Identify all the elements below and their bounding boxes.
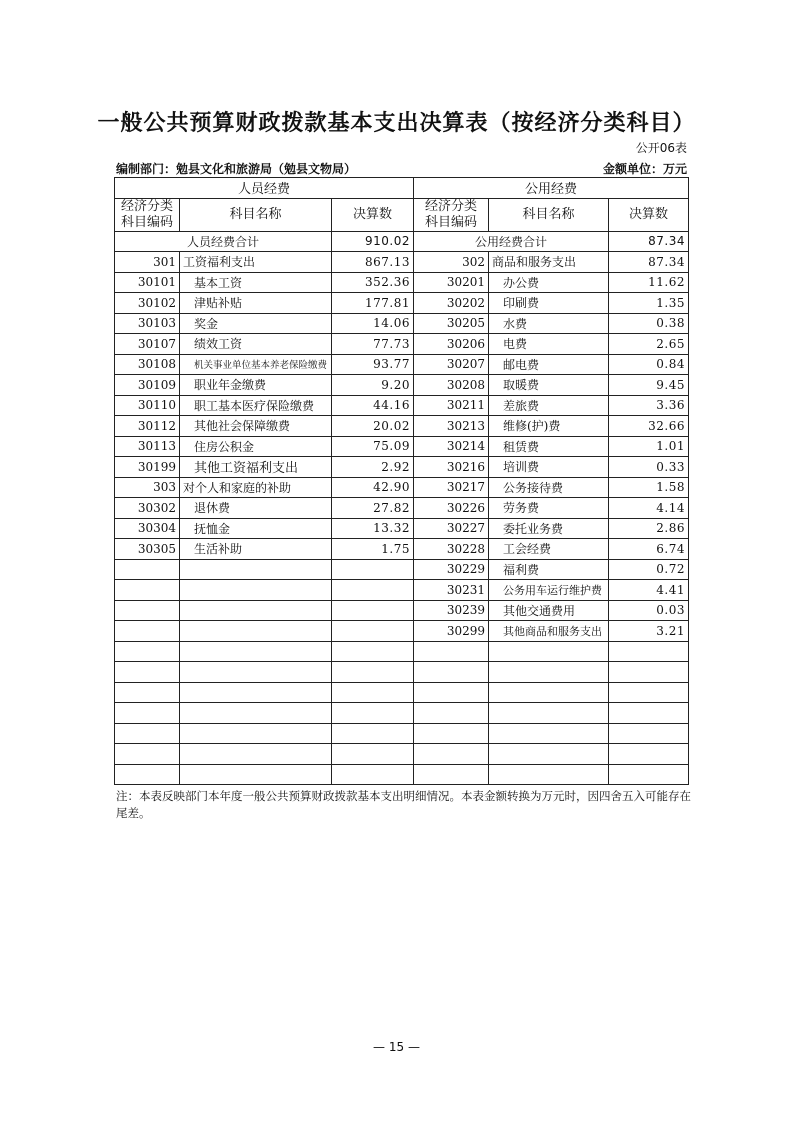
table-row	[115, 436, 689, 457]
personnel-name-cell: 绩效工资	[180, 334, 332, 355]
expenditure-table	[114, 177, 689, 785]
table-row	[115, 518, 689, 539]
personnel-name-cell: 职工基本医疗保险缴费	[180, 395, 332, 416]
table-row	[115, 293, 689, 314]
personnel-amount-cell: 1.75	[332, 539, 414, 560]
totals-row	[115, 231, 689, 252]
public-amount-cell: 9.45	[609, 375, 689, 396]
personnel-name-cell	[180, 559, 332, 580]
public-code-cell: 30201	[414, 272, 489, 293]
table-row	[115, 416, 689, 437]
table-row	[115, 621, 689, 642]
public-name-cell: 租赁费	[489, 436, 609, 457]
personnel-name-cell: 机关事业单位基本养老保险缴费	[180, 354, 332, 375]
table-row	[115, 723, 689, 744]
table-row	[115, 580, 689, 601]
public-amount-cell: 1.01	[609, 436, 689, 457]
public-name-cell	[489, 682, 609, 703]
public-name-cell: 取暖费	[489, 375, 609, 396]
public-amount-cell	[609, 744, 689, 765]
public-name-cell: 其他商品和服务支出	[489, 621, 609, 642]
public-amount-cell: 3.36	[609, 395, 689, 416]
public-code-cell: 30213	[414, 416, 489, 437]
public-total-label: 公用经费合计	[414, 231, 609, 252]
personnel-name-cell	[180, 580, 332, 601]
public-amount-cell: 2.65	[609, 334, 689, 355]
personnel-code-cell: 30109	[115, 375, 180, 396]
public-code-cell: 30299	[414, 621, 489, 642]
form-number: 公开06表	[635, 141, 687, 155]
public-amount-cell: 87.34	[609, 252, 689, 273]
personnel-amount-cell	[332, 744, 414, 765]
name-header: 科目名称	[180, 198, 332, 231]
public-code-cell	[414, 764, 489, 785]
table-row	[115, 641, 689, 662]
personnel-code-cell: 30103	[115, 313, 180, 334]
personnel-amount-cell: 27.82	[332, 498, 414, 519]
personnel-code-cell	[115, 682, 180, 703]
public-code-cell: 30226	[414, 498, 489, 519]
personnel-amount-cell	[332, 723, 414, 744]
public-code-cell: 30202	[414, 293, 489, 314]
personnel-amount-cell	[332, 764, 414, 785]
personnel-total-label: 人员经费合计	[115, 231, 332, 252]
public-code-cell: 30205	[414, 313, 489, 334]
personnel-code-cell	[115, 703, 180, 724]
personnel-name-cell	[180, 641, 332, 662]
public-name-cell: 其他交通费用	[489, 600, 609, 621]
table-row	[115, 682, 689, 703]
code-header: 经济分类 科目编码	[414, 198, 489, 231]
table-row	[115, 600, 689, 621]
personnel-name-cell: 奖金	[180, 313, 332, 334]
personnel-amount-cell: 44.16	[332, 395, 414, 416]
personnel-name-cell	[180, 621, 332, 642]
table-row	[115, 477, 689, 498]
personnel-code-cell	[115, 744, 180, 765]
page-title: 一般公共预算财政拨款基本支出决算表（按经济分类科目）	[97, 111, 696, 136]
public-name-cell: 公务接待费	[489, 477, 609, 498]
personnel-name-cell	[180, 764, 332, 785]
personnel-amount-cell	[332, 600, 414, 621]
personnel-total-amount: 910.02	[332, 231, 414, 252]
table-row	[115, 539, 689, 560]
personnel-amount-cell: 75.09	[332, 436, 414, 457]
personnel-amount-cell	[332, 682, 414, 703]
personnel-amount-cell: 352.36	[332, 272, 414, 293]
public-code-cell: 30211	[414, 395, 489, 416]
table-row	[115, 703, 689, 724]
public-amount-cell	[609, 662, 689, 683]
personnel-code-cell: 30302	[115, 498, 180, 519]
page-number: — 15 —	[373, 1040, 420, 1054]
personnel-code-cell: 30107	[115, 334, 180, 355]
personnel-name-cell: 对个人和家庭的补助	[180, 477, 332, 498]
table-row	[115, 354, 689, 375]
public-amount-cell: 11.62	[609, 272, 689, 293]
personnel-code-cell	[115, 580, 180, 601]
personnel-amount-cell: 93.77	[332, 354, 414, 375]
public-code-cell: 30229	[414, 559, 489, 580]
personnel-amount-cell	[332, 641, 414, 662]
public-name-cell: 福利费	[489, 559, 609, 580]
personnel-amount-cell: 177.81	[332, 293, 414, 314]
personnel-code-cell: 30110	[115, 395, 180, 416]
table-row	[115, 498, 689, 519]
personnel-name-cell: 生活补助	[180, 539, 332, 560]
public-name-cell	[489, 641, 609, 662]
public-code-cell	[414, 744, 489, 765]
public-amount-cell: 2.86	[609, 518, 689, 539]
public-code-cell: 30227	[414, 518, 489, 539]
personnel-amount-cell: 14.06	[332, 313, 414, 334]
table-row	[115, 744, 689, 765]
personnel-amount-cell	[332, 580, 414, 601]
personnel-name-cell	[180, 703, 332, 724]
public-amount-cell: 0.38	[609, 313, 689, 334]
personnel-amount-cell: 2.92	[332, 457, 414, 478]
public-code-cell: 30207	[414, 354, 489, 375]
public-code-cell: 30214	[414, 436, 489, 457]
public-code-cell: 30208	[414, 375, 489, 396]
personnel-name-cell	[180, 662, 332, 683]
personnel-name-cell: 基本工资	[180, 272, 332, 293]
public-total-amount: 87.34	[609, 231, 689, 252]
table-row	[115, 272, 689, 293]
public-name-cell: 培训费	[489, 457, 609, 478]
public-code-cell: 30216	[414, 457, 489, 478]
public-amount-cell: 32.66	[609, 416, 689, 437]
personnel-code-cell: 30304	[115, 518, 180, 539]
personnel-amount-cell	[332, 703, 414, 724]
personnel-code-cell	[115, 723, 180, 744]
personnel-amount-cell	[332, 559, 414, 580]
public-amount-cell	[609, 703, 689, 724]
public-name-cell	[489, 662, 609, 683]
table-row	[115, 375, 689, 396]
public-amount-cell	[609, 682, 689, 703]
amount-header: 决算数	[332, 198, 414, 231]
personnel-code-cell: 301	[115, 252, 180, 273]
public-code-cell: 302	[414, 252, 489, 273]
personnel-code-cell: 30112	[115, 416, 180, 437]
public-code-cell	[414, 662, 489, 683]
personnel-name-cell: 工资福利支出	[180, 252, 332, 273]
personnel-code-cell	[115, 559, 180, 580]
table-row	[115, 395, 689, 416]
personnel-code-cell	[115, 621, 180, 642]
table-row	[115, 457, 689, 478]
footnote: 注：本表反映部门本年度一般公共预算财政拨款基本支出明细情况。本表金额转换为万元时，因四舍五入可能存在尾差。	[116, 789, 691, 820]
personnel-code-cell: 303	[115, 477, 180, 498]
public-amount-cell: 1.58	[609, 477, 689, 498]
personnel-amount-cell: 13.32	[332, 518, 414, 539]
public-code-cell: 30217	[414, 477, 489, 498]
personnel-code-cell	[115, 600, 180, 621]
public-name-cell: 水费	[489, 313, 609, 334]
personnel-code-cell: 30108	[115, 354, 180, 375]
personnel-amount-cell: 42.90	[332, 477, 414, 498]
public-code-cell	[414, 703, 489, 724]
public-name-cell: 办公费	[489, 272, 609, 293]
personnel-amount-cell: 867.13	[332, 252, 414, 273]
public-amount-cell	[609, 764, 689, 785]
personnel-code-cell	[115, 662, 180, 683]
table-row	[115, 252, 689, 273]
public-name-cell	[489, 764, 609, 785]
personnel-code-cell	[115, 641, 180, 662]
personnel-name-cell: 职业年金缴费	[180, 375, 332, 396]
personnel-name-cell: 住房公积金	[180, 436, 332, 457]
personnel-amount-cell	[332, 662, 414, 683]
department-label: 编制部门：勉县文化和旅游局（勉县文物局）	[116, 162, 357, 176]
public-amount-cell: 0.72	[609, 559, 689, 580]
personnel-name-cell: 抚恤金	[180, 518, 332, 539]
personnel-name-cell	[180, 682, 332, 703]
table-row	[115, 662, 689, 683]
personnel-amount-cell: 20.02	[332, 416, 414, 437]
personnel-amount-cell: 77.73	[332, 334, 414, 355]
personnel-code-cell	[115, 764, 180, 785]
personnel-code-cell: 30305	[115, 539, 180, 560]
public-name-cell	[489, 723, 609, 744]
personnel-amount-cell: 9.20	[332, 375, 414, 396]
public-name-cell: 委托业务费	[489, 518, 609, 539]
public-code-cell	[414, 682, 489, 703]
personnel-code-cell: 30199	[115, 457, 180, 478]
public-code-cell: 30206	[414, 334, 489, 355]
personnel-code-cell: 30102	[115, 293, 180, 314]
personnel-name-cell: 其他工资福利支出	[180, 457, 332, 478]
personnel-amount-cell	[332, 621, 414, 642]
public-code-cell: 30228	[414, 539, 489, 560]
personnel-name-cell: 津贴补贴	[180, 293, 332, 314]
table-row	[115, 313, 689, 334]
public-header: 公用经费	[414, 178, 689, 199]
public-amount-cell: 0.84	[609, 354, 689, 375]
public-amount-cell: 3.21	[609, 621, 689, 642]
public-name-cell: 劳务费	[489, 498, 609, 519]
public-code-cell	[414, 641, 489, 662]
public-code-cell: 30231	[414, 580, 489, 601]
public-amount-cell: 4.41	[609, 580, 689, 601]
public-code-cell: 30239	[414, 600, 489, 621]
public-name-cell: 公务用车运行维护费	[489, 580, 609, 601]
public-amount-cell	[609, 723, 689, 744]
public-name-cell: 电费	[489, 334, 609, 355]
personnel-name-cell: 其他社会保障缴费	[180, 416, 332, 437]
public-amount-cell: 0.03	[609, 600, 689, 621]
personnel-name-cell	[180, 723, 332, 744]
table-row	[115, 559, 689, 580]
public-name-cell: 商品和服务支出	[489, 252, 609, 273]
public-name-cell: 印刷费	[489, 293, 609, 314]
public-name-cell: 工会经费	[489, 539, 609, 560]
personnel-name-cell	[180, 600, 332, 621]
public-amount-cell: 1.35	[609, 293, 689, 314]
personnel-name-cell: 退休费	[180, 498, 332, 519]
name-header: 科目名称	[489, 198, 609, 231]
public-name-cell: 差旅费	[489, 395, 609, 416]
unit-label: 金额单位：万元	[602, 162, 687, 176]
personnel-name-cell	[180, 744, 332, 765]
public-code-cell	[414, 723, 489, 744]
public-name-cell	[489, 703, 609, 724]
public-name-cell: 邮电费	[489, 354, 609, 375]
table-row	[115, 334, 689, 355]
public-amount-cell: 6.74	[609, 539, 689, 560]
public-amount-cell	[609, 641, 689, 662]
public-amount-cell: 4.14	[609, 498, 689, 519]
code-header: 经济分类 科目编码	[115, 198, 180, 231]
amount-header: 决算数	[609, 198, 689, 231]
public-name-cell	[489, 744, 609, 765]
personnel-header: 人员经费	[115, 178, 414, 199]
personnel-code-cell: 30113	[115, 436, 180, 457]
personnel-code-cell: 30101	[115, 272, 180, 293]
public-name-cell: 维修(护)费	[489, 416, 609, 437]
table-row	[115, 764, 689, 785]
public-amount-cell: 0.33	[609, 457, 689, 478]
